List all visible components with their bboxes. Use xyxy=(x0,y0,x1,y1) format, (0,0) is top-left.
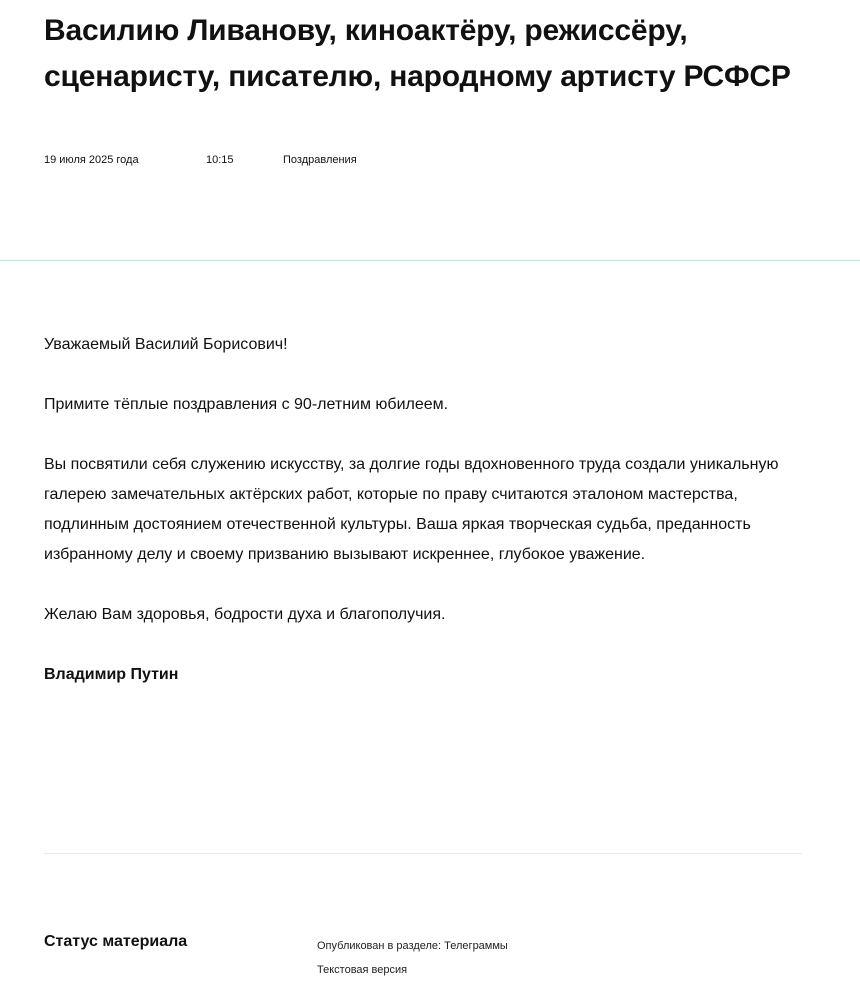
article-time: 10:15 xyxy=(206,154,234,166)
article-title: Василию Ливанову, киноактёру, режиссёру, сценаристу, писателю, народному артисту РСФСР xyxy=(44,14,791,93)
article-date: 19 июля 2025 года xyxy=(44,154,139,166)
paragraph-main: Вы посвятили себя служению искусству, за долгие годы вдохновенного труда создали уникальную галерею замечательных актёрских работ, которые по праву считаются эталоном мастерства, подлинным достоянием отечественной культуры. Ваша яркая творческая судьба, преданность избранному делу и своему призванию вызывают искреннее, глубокое уважение. xyxy=(44,456,779,563)
greeting: Уважаемый Василий Борисович! xyxy=(44,336,288,353)
article-body xyxy=(44,330,814,720)
paragraph-wishes: Желаю Вам здоровья, бодрости духа и благополучия. xyxy=(44,606,446,623)
text-version-link[interactable]: Текстовая версия xyxy=(317,964,408,976)
status-label: Статус материала xyxy=(44,933,188,950)
header-divider xyxy=(0,260,860,261)
signature: Владимир Путин xyxy=(44,666,179,683)
footer-divider xyxy=(44,853,802,854)
article-category-link[interactable]: Поздравления xyxy=(283,154,357,166)
paragraph-congratulations: Примите тёплые поздравления с 90-летним юбилеем. xyxy=(44,396,449,413)
status-info xyxy=(317,934,508,982)
published-section-link[interactable]: Опубликован в разделе: Телеграммы xyxy=(317,940,508,952)
